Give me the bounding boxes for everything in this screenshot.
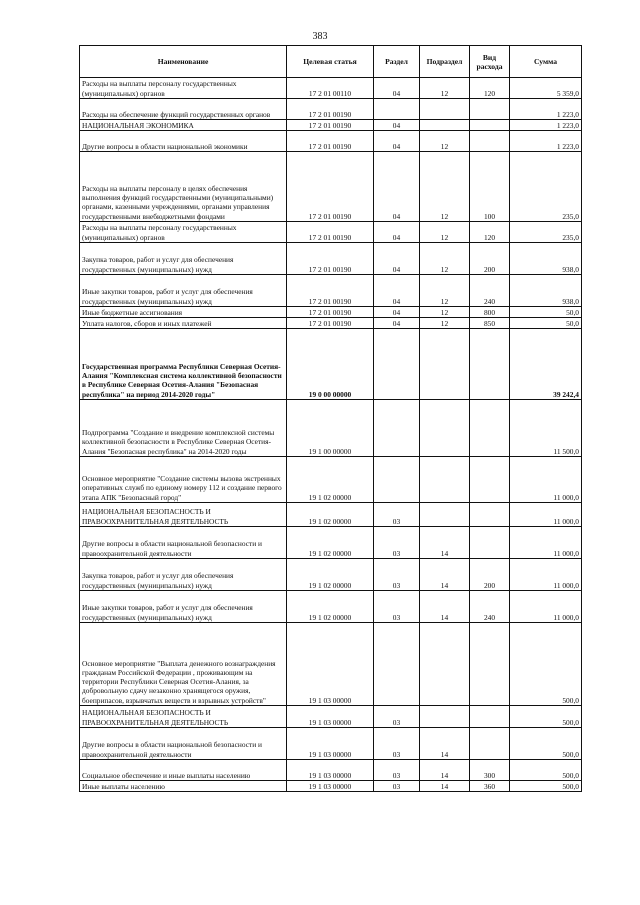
table-row xyxy=(80,400,582,457)
cell-code: 19 1 02 00000 xyxy=(287,503,374,527)
cell-sum: 235,0 xyxy=(510,222,582,243)
cell-section: 04 xyxy=(374,275,420,307)
cell-expense-type: 300 xyxy=(470,760,510,781)
cell-sum: 11 000,0 xyxy=(510,527,582,559)
cell-name: Подпрограмма "Создание и внедрение комплексной системы коллективной безопасности в Республике Северная Осетия-Алания "Безопасная республика" на 2014-2020 годы xyxy=(80,400,287,457)
table-row xyxy=(80,781,582,792)
table-row xyxy=(80,591,582,623)
cell-section xyxy=(374,329,420,400)
cell-sum: 1 223,0 xyxy=(510,131,582,152)
cell-sum: 39 242,4 xyxy=(510,329,582,400)
cell-expense-type xyxy=(470,457,510,503)
cell-sum: 11 000,0 xyxy=(510,503,582,527)
cell-sum: 500,0 xyxy=(510,706,582,728)
cell-section: 04 xyxy=(374,222,420,243)
cell-section: 03 xyxy=(374,559,420,591)
cell-subsection: 14 xyxy=(420,559,470,591)
cell-expense-type xyxy=(470,329,510,400)
cell-subsection: 12 xyxy=(420,318,470,329)
header-code: Целевая статья xyxy=(287,46,374,78)
cell-name: Другие вопросы в области национальной экономики xyxy=(80,131,287,152)
cell-section xyxy=(374,457,420,503)
cell-subsection xyxy=(420,706,470,728)
cell-expense-type: 850 xyxy=(470,318,510,329)
cell-name: Другие вопросы в области национальной безопасности и правоохранительной деятельности xyxy=(80,728,287,760)
cell-section: 04 xyxy=(374,307,420,318)
cell-subsection: 14 xyxy=(420,527,470,559)
cell-code: 19 1 02 00000 xyxy=(287,559,374,591)
cell-subsection xyxy=(420,503,470,527)
cell-sum: 11 000,0 xyxy=(510,457,582,503)
table-row xyxy=(80,760,582,781)
cell-expense-type: 200 xyxy=(470,243,510,275)
cell-subsection: 14 xyxy=(420,760,470,781)
cell-code: 17 2 01 00190 xyxy=(287,307,374,318)
cell-section: 03 xyxy=(374,706,420,728)
table-row xyxy=(80,329,582,400)
cell-section: 03 xyxy=(374,760,420,781)
table-row xyxy=(80,623,582,706)
table-header-row xyxy=(80,46,582,78)
cell-section: 04 xyxy=(374,243,420,275)
cell-code: 17 2 01 00190 xyxy=(287,99,374,120)
cell-section xyxy=(374,400,420,457)
cell-section: 03 xyxy=(374,781,420,792)
cell-section xyxy=(374,623,420,706)
cell-expense-type xyxy=(470,131,510,152)
budget-table xyxy=(79,45,582,792)
table-row xyxy=(80,728,582,760)
cell-code: 19 1 03 00000 xyxy=(287,760,374,781)
cell-name: Закупка товаров, работ и услуг для обеспечения государственных (муниципальных) нужд xyxy=(80,559,287,591)
cell-subsection xyxy=(420,457,470,503)
cell-subsection: 12 xyxy=(420,78,470,99)
cell-expense-type xyxy=(470,99,510,120)
cell-sum: 1 223,0 xyxy=(510,99,582,120)
cell-name: НАЦИОНАЛЬНАЯ БЕЗОПАСНОСТЬ И ПРАВООХРАНИТЕЛЬНАЯ ДЕЯТЕЛЬНОСТЬ xyxy=(80,706,287,728)
cell-name: Иные выплаты населению xyxy=(80,781,287,792)
table-row xyxy=(80,527,582,559)
cell-expense-type: 240 xyxy=(470,275,510,307)
cell-section: 04 xyxy=(374,131,420,152)
cell-expense-type xyxy=(470,120,510,131)
cell-expense-type: 200 xyxy=(470,559,510,591)
cell-code: 19 1 02 00000 xyxy=(287,591,374,623)
cell-subsection: 12 xyxy=(420,131,470,152)
cell-name: НАЦИОНАЛЬНАЯ ЭКОНОМИКА xyxy=(80,120,287,131)
cell-subsection: 12 xyxy=(420,222,470,243)
cell-code: 19 1 03 00000 xyxy=(287,623,374,706)
cell-section xyxy=(374,99,420,120)
cell-name: НАЦИОНАЛЬНАЯ БЕЗОПАСНОСТЬ И ПРАВООХРАНИТЕЛЬНАЯ ДЕЯТЕЛЬНОСТЬ xyxy=(80,503,287,527)
cell-name: Расходы на выплаты персоналу государственных (муниципальных) органов xyxy=(80,78,287,99)
cell-name: Иные закупки товаров, работ и услуг для обеспечения государственных (муниципальных) нужд xyxy=(80,591,287,623)
cell-sum: 500,0 xyxy=(510,623,582,706)
cell-sum: 938,0 xyxy=(510,243,582,275)
table-row xyxy=(80,152,582,222)
table-row xyxy=(80,78,582,99)
cell-name: Государственная программа Республики Северная Осетия-Алания "Комплексная система коллективной безопасности в Республике Северная Осетия-Алания "Безопасная республика" на период 2014-2020 годы" xyxy=(80,329,287,400)
cell-sum: 1 223,0 xyxy=(510,120,582,131)
cell-name: Основное мероприятие "Создание системы вызова экстренных оперативных служб по единому номеру 112 и создание первого этапа АПК "Безопасный город" xyxy=(80,457,287,503)
cell-subsection xyxy=(420,99,470,120)
cell-code: 17 2 01 00190 xyxy=(287,152,374,222)
table-row xyxy=(80,457,582,503)
cell-subsection: 14 xyxy=(420,591,470,623)
cell-section: 03 xyxy=(374,503,420,527)
header-sum: Сумма xyxy=(510,46,582,78)
table-row xyxy=(80,503,582,527)
cell-name: Расходы на выплаты персоналу государственных (муниципальных) органов xyxy=(80,222,287,243)
cell-expense-type xyxy=(470,503,510,527)
cell-name: Основное мероприятие "Выплата денежного вознаграждения гражданам Российской Федерации , проживающим на территории Республики Северная Осетия-Алания, за добровольную сдачу незаконно хранящегося оружия, боеприпасов, взрывчатых веществ и взрывных устройств" xyxy=(80,623,287,706)
cell-expense-type xyxy=(470,400,510,457)
cell-expense-type: 120 xyxy=(470,78,510,99)
cell-subsection: 14 xyxy=(420,781,470,792)
table-row xyxy=(80,318,582,329)
cell-expense-type xyxy=(470,527,510,559)
cell-sum: 11 000,0 xyxy=(510,559,582,591)
cell-section: 04 xyxy=(374,120,420,131)
cell-name: Иные закупки товаров, работ и услуг для обеспечения государственных (муниципальных) нужд xyxy=(80,275,287,307)
cell-subsection xyxy=(420,120,470,131)
cell-sum: 50,0 xyxy=(510,318,582,329)
cell-name: Закупка товаров, работ и услуг для обеспечения государственных (муниципальных) нужд xyxy=(80,243,287,275)
table-row xyxy=(80,275,582,307)
cell-subsection xyxy=(420,329,470,400)
cell-expense-type: 120 xyxy=(470,222,510,243)
cell-subsection: 12 xyxy=(420,275,470,307)
header-expense-type: Вид расхода xyxy=(470,46,510,78)
cell-code: 17 2 01 00190 xyxy=(287,243,374,275)
cell-sum: 5 359,0 xyxy=(510,78,582,99)
cell-name: Другие вопросы в области национальной безопасности и правоохранительной деятельности xyxy=(80,527,287,559)
cell-code: 17 2 01 00110 xyxy=(287,78,374,99)
table-row xyxy=(80,307,582,318)
cell-sum: 500,0 xyxy=(510,728,582,760)
cell-sum: 11 000,0 xyxy=(510,591,582,623)
cell-expense-type xyxy=(470,728,510,760)
cell-code: 17 2 01 00190 xyxy=(287,120,374,131)
cell-expense-type: 240 xyxy=(470,591,510,623)
cell-subsection: 12 xyxy=(420,307,470,318)
cell-code: 19 1 02 00000 xyxy=(287,457,374,503)
cell-sum: 50,0 xyxy=(510,307,582,318)
cell-name: Социальное обеспечение и иные выплаты населению xyxy=(80,760,287,781)
cell-name: Расходы на выплаты персоналу в целях обеспечения выполнения функций государственными (муниципальными) органами, казенными учреждениями, органами управления государственными внебюджетными фондами xyxy=(80,152,287,222)
cell-code: 17 2 01 00190 xyxy=(287,318,374,329)
cell-code: 19 1 03 00000 xyxy=(287,706,374,728)
cell-section: 04 xyxy=(374,152,420,222)
cell-code: 19 1 00 00000 xyxy=(287,400,374,457)
cell-name: Уплата налогов, сборов и иных платежей xyxy=(80,318,287,329)
cell-code: 17 2 01 00190 xyxy=(287,131,374,152)
table-row xyxy=(80,222,582,243)
cell-sum: 11 500,0 xyxy=(510,400,582,457)
table-row xyxy=(80,559,582,591)
cell-code: 17 2 01 00190 xyxy=(287,222,374,243)
cell-name: Расходы на обеспечение функций государственных органов xyxy=(80,99,287,120)
table-row xyxy=(80,706,582,728)
table-body xyxy=(80,78,582,792)
cell-subsection: 12 xyxy=(420,152,470,222)
cell-section: 03 xyxy=(374,591,420,623)
header-subsection: Подраздел xyxy=(420,46,470,78)
cell-code: 19 1 02 00000 xyxy=(287,527,374,559)
cell-sum: 938,0 xyxy=(510,275,582,307)
table-row xyxy=(80,120,582,131)
cell-code: 19 1 03 00000 xyxy=(287,781,374,792)
cell-section: 04 xyxy=(374,318,420,329)
cell-name: Иные бюджетные ассигнования xyxy=(80,307,287,318)
table-row xyxy=(80,131,582,152)
cell-expense-type: 360 xyxy=(470,781,510,792)
page-number: 383 xyxy=(312,31,328,42)
table-row xyxy=(80,99,582,120)
cell-expense-type: 100 xyxy=(470,152,510,222)
cell-expense-type: 800 xyxy=(470,307,510,318)
cell-expense-type xyxy=(470,623,510,706)
cell-code: 19 1 03 00000 xyxy=(287,728,374,760)
cell-section: 03 xyxy=(374,527,420,559)
header-section: Раздел xyxy=(374,46,420,78)
cell-subsection xyxy=(420,400,470,457)
cell-sum: 500,0 xyxy=(510,760,582,781)
cell-code: 19 0 00 00000 xyxy=(287,329,374,400)
header-name: Наименование xyxy=(80,46,287,78)
cell-code: 17 2 01 00190 xyxy=(287,275,374,307)
cell-section: 04 xyxy=(374,78,420,99)
cell-subsection: 14 xyxy=(420,728,470,760)
cell-sum: 500,0 xyxy=(510,781,582,792)
cell-expense-type xyxy=(470,706,510,728)
table-row xyxy=(80,243,582,275)
cell-section: 03 xyxy=(374,728,420,760)
cell-sum: 235,0 xyxy=(510,152,582,222)
cell-subsection xyxy=(420,623,470,706)
cell-subsection: 12 xyxy=(420,243,470,275)
